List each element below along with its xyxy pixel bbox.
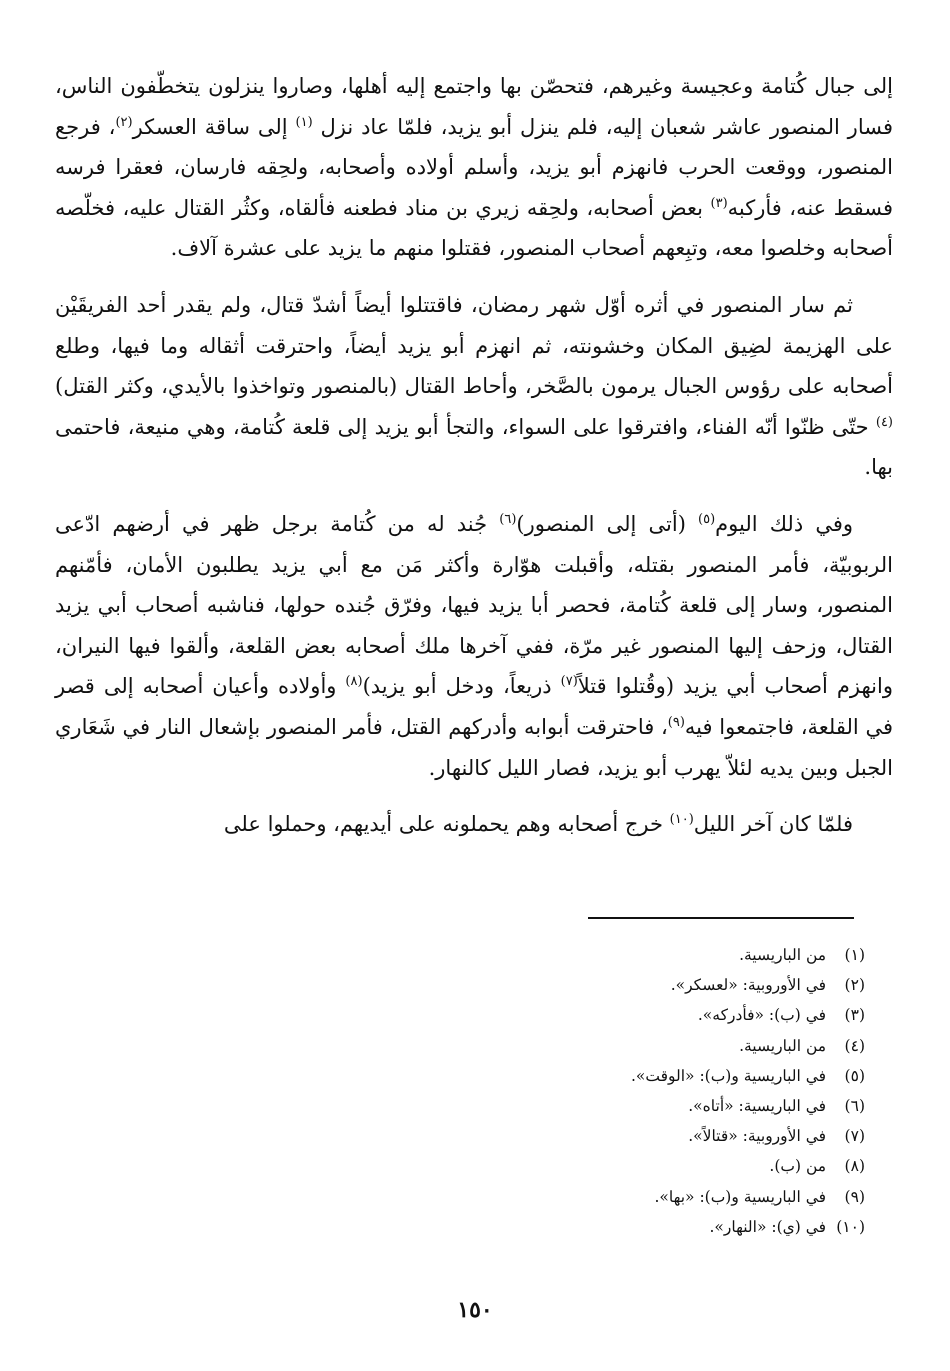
footnote [300,970,865,1000]
text-run: ، فاحترقت أبوابه وأدركهم القتل، فأمر المنصور بإشعال النار في شَعَاري الجبل وبين يديه لئلاّ يهرب أبو يزيد، فصار الليل كالنهار. [55,714,893,780]
text-run: ، فرجع المنصور، ووقعت الحرب فانهزم أبو يزيد، وأسلم أولاده وأصحابه، ولحِقه فارسان، فعقرا فرسه فسقط عنه، فأركبه [55,114,893,220]
text-run: وفي ذلك اليوم [715,511,854,536]
footnote [300,1151,865,1181]
paragraph [55,66,893,269]
text-run: بعض أصحابه، ولحِقه زيري بن مناد فطعنه فألقاه، وكثُر القتال عليه، فخلّصه أصحابه وخلصوا معه، وتبِعهم أصحاب المنصور، فقتلوا منهم ما يزيد على عشرة آلاف. [55,195,893,261]
footnotes [300,940,865,1242]
paragraph [55,804,893,845]
footnote-text: في (ي): «النهار». [709,1217,827,1236]
footnote-text: من (ب). [769,1157,827,1176]
footnote [300,1121,865,1151]
footnote-reference: (١) [295,114,313,130]
footnote-text: من الباريسية. [739,946,827,964]
footnote-number: (٩) [844,1187,865,1206]
footnote [300,940,865,970]
text-run: حتّى ظنّوا أنّه الفناء، وافترقوا على السواء، والتجأ أبو يزيد إلى قلعة كُتامة، وهي منيعة، فاحتمى بها. [55,414,893,480]
footnote-reference: (٢) [115,114,133,130]
footnote [300,1031,865,1061]
footnote-number: (٣) [844,1006,865,1025]
footnote-number: (١) [844,946,865,964]
footnote [300,1212,865,1242]
text-run: فلمّا كان آخر الليل [693,812,853,837]
footnote-text: في الأوروبية: «قتالاً». [688,1127,827,1146]
text-run: إلى جبال كُتامة وعجيسة وغيرهم، فتحصّن بها واجتمع إليه أهلها، وصاروا ينزلون يتخطّفون الناس، فسار المنصور عاشر شعبان إليه، فلم ينزل أبو يزيد، فلمّا عاد نزل [55,74,893,139]
footnote-reference: (٩) [667,714,685,730]
footnote [300,1000,865,1030]
footnote-text: في الباريسية و(ب): «الوقت». [630,1066,827,1085]
text-run: جُند له من كُتامة برجل ظهر في أرضهم ادّعى الربوبيّة، فأمر المنصور بقتله، وأقبلت هوّارة وأكثر مَن مع أبي يزيد يطلبون الأمان، فأمّنهم المنصور، وسار إلى قلعة كُتامة، فحصر أبا يزيد فيها، وفرّق جُنده حولها، فناشبه أصحاب أبي يزيد القتال، وزحف إليها المنصور غير مرّة، ففي آخرها ملك أصحابه بعض القلعة، وألقوا فيها النيران، وانهزم أصحاب أبي يزيد (وقُتلوا قتلاً [55,511,893,699]
footnote [300,1091,865,1121]
footnote-text: من الباريسية. [739,1036,827,1055]
footnote-number: (١٠) [836,1217,865,1236]
footnote [300,1061,865,1091]
main-text [55,66,893,845]
footnote-number: (٨) [844,1157,865,1176]
footnote-text: في الأوروبية: «لعسكر». [670,976,827,995]
footnote-number: (٤) [844,1036,865,1055]
paragraph [55,285,893,488]
text-run: خرج أصحابه وهم يحملونه على أيديهم، وحملوا على [223,812,670,837]
footnote-text: في (ب): «فأدركه». [697,1006,827,1025]
text-run: وأولاده وأعيان أصحابه إلى قصر في القلعة، فاجتمعوا فيه [55,674,893,739]
footnote-text: في الباريسية: «أتاه». [688,1097,827,1116]
footnote-number: (٦) [844,1097,865,1116]
page-number: ١٥٠ [457,1297,493,1323]
footnote-number: (٥) [844,1066,865,1085]
footnote-reference: (٨) [345,674,363,690]
footnote-number: (٢) [844,976,865,995]
footnote [300,1182,865,1212]
text-run: إلى ساقة العسكر [132,114,296,139]
footnote-reference: (٥) [698,511,716,527]
footnote-text: في الباريسية و(ب): «بها». [654,1187,827,1206]
paragraph [55,504,893,788]
footnote-number: (٧) [844,1127,865,1146]
text-run: ثم سار المنصور في أثره أوّل شهر رمضان، فاقتتلوا أيضاً أشدّ قتال، ولم يقدر أحد الفريقَيْن على الهزيمة لضِيق المكان وخشونته، ثم انهزم أبو يزيد أيضاً، واحترقت أثقاله وما فيها، وطلع أصحابه على رؤوس الجبال يرمون بالصَّخر، وأحاط القتال (بالمنصور وتواخذوا بالأيدي، وكثر القتل) [55,292,893,399]
footnote-separator [588,917,854,919]
footnote-reference: (٣) [710,195,728,211]
footnote-reference: (٦) [499,511,517,527]
footnote-reference: (١٠) [669,812,694,828]
footnote-reference: (٧) [560,674,578,690]
text-run: ذريعاً، ودخل أبو يزيد) [362,674,561,699]
footnote-reference: (٤) [875,414,893,430]
text-run: (أتى إلى المنصور) [516,511,699,536]
